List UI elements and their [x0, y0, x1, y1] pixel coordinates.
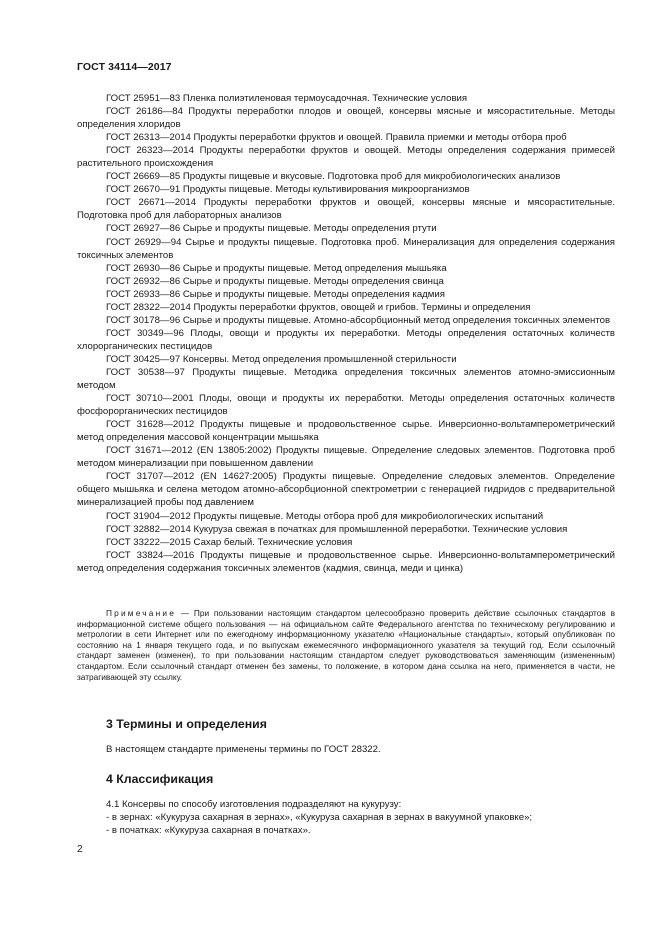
page-number: 2: [77, 844, 83, 855]
section-4-title: 4 Классификация: [106, 772, 214, 786]
note-text: — При пользовании настоящим стандартом целесообразно проверить действие ссылочных стандартов в информационной системе общего пользования — на официальном сайте Федерального агентства по техническому регулированию и метрологии в сети Интернет или по ежегодному информационному указателю «Национальные стандарты», который опубликован по состоянию на 1 января текущего года, и по выпускам ежемесячного информационного указателя за текущий год. Если ссылочный стандарт заменен (изменен), то при пользовании настоящим стандартом следует руководствоваться заменяющим (измененным) стандартом. Если ссылочный стандарт отменен без замены, то положение, в котором дана ссылка на него, применяется в части, не затрагивающей эту ссылку.: [77, 608, 615, 682]
reference-item: ГОСТ 26932—86 Сырье и продукты пищевые. Методы определения свинца: [106, 275, 444, 287]
reference-item: ГОСТ 26929—94 Сырье и продукты пищевые. Подготовка проб. Минерализация для определения содержания токсичных элементов: [77, 236, 615, 261]
reference-item: ГОСТ 30178—96 Сырье и продукты пищевые. Атомно-абсорбционный метод определения токсичных элементов: [106, 314, 611, 326]
reference-item: ГОСТ 32882—2014 Кукуруза свежая в початках для промышленной переработки. Технические условия: [106, 523, 568, 535]
reference-item: ГОСТ 26671—2014 Продукты переработки фруктов и овощей, консервы мясные и мясорастительные. Подготовка проб для лабораторных анализов: [77, 197, 615, 222]
reference-item: ГОСТ 25951—83 Пленка полиэтиленовая термоусадочная. Технические условия: [106, 93, 468, 104]
reference-item: ГОСТ 30349—96 Плоды, овощи и продукты их переработки. Методы определения остаточных количеств хлорорганических пестицидов: [77, 327, 615, 352]
section-4-item: 4.1 Консервы по способу изготовления подразделяют на кукурузу:: [106, 799, 402, 810]
document-header: ГОСТ 34114—2017: [77, 61, 172, 73]
reference-item: ГОСТ 26313—2014 Продукты переработки фруктов и овощей. Правила приемки и методы отбора проб: [106, 132, 567, 144]
section-3-text: В настоящем стандарте применены термины по ГОСТ 28322.: [106, 744, 381, 755]
reference-item: ГОСТ 26670—91 Продукты пищевые. Методы культивирования микроорганизмов: [106, 184, 470, 196]
reference-item: ГОСТ 31904—2012 Продукты пищевые. Методы отбора проб для микробиологических испытаний: [106, 510, 544, 522]
reference-item: ГОСТ 26927—86 Сырье и продукты пищевые. Методы определения ртути: [106, 223, 437, 235]
reference-item: ГОСТ 30710—2001 Плоды, овощи и продукты их переработки. Методы определения остаточных количеств фосфорорганических пестицидов: [77, 393, 615, 418]
section-4-item: - в початках: «Кукуруза сахарная в початках».: [106, 825, 311, 836]
reference-item: ГОСТ 31707—2012 (EN 14627:2005) Продукты пищевые. Определение следовых элементов. Определение общего мышьяка и селена методом атомно-абсорбционной спектрометрии с генерацией гидридов с предварительной минерализацией пробы под давлением: [77, 471, 615, 509]
section-3-title: 3 Термины и определения: [106, 717, 267, 731]
note-paragraph: [77, 608, 615, 682]
reference-item: ГОСТ 26933—86 Сырье и продукты пищевые. Методы определения кадмия: [106, 288, 445, 300]
reference-item: ГОСТ 31628—2012 Продукты пищевые и продовольственное сырье. Инверсионно-вольтамперометрический метод определения массовой концентрации мышьяка: [77, 419, 615, 444]
reference-item: ГОСТ 26323—2014 Продукты переработки фруктов и овощей. Методы определения содержания примесей растительного происхождения: [77, 145, 615, 170]
reference-item: ГОСТ 31671—2012 (EN 13805:2002) Продукты пищевые. Определение следовых элементов. Подготовка проб методом минерализации при повышенном давлении: [77, 445, 615, 470]
reference-item: ГОСТ 26930—86 Сырье и продукты пищевые. Метод определения мышьяка: [106, 262, 447, 274]
reference-item: ГОСТ 28322—2014 Продукты переработки фруктов, овощей и грибов. Термины и определения: [106, 301, 531, 313]
section-4-item: - в зернах: «Кукуруза сахарная в зернах», «Кукуруза сахарная в зернах в вакуумной упаковке»;: [106, 812, 533, 823]
reference-item: ГОСТ 26186—84 Продукты переработки плодов и овощей, консервы мясные и мясорастительные. Методы определения хлоридов: [77, 106, 615, 131]
reference-item: ГОСТ 26669—85 Продукты пищевые и вкусовые. Подготовка проб для микробиологических анализов: [106, 171, 561, 183]
reference-item: ГОСТ 30425—97 Консервы. Метод определения промышленной стерильности: [106, 353, 457, 365]
note-label: Примечание: [106, 608, 177, 618]
reference-item: ГОСТ 30538—97 Продукты пищевые. Методика определения токсичных элементов атомно-эмиссионным методом: [77, 366, 615, 392]
reference-item: ГОСТ 33222—2015 Сахар белый. Технические условия: [106, 536, 353, 548]
normative-references-list: [77, 92, 615, 575]
reference-item: ГОСТ 33824—2016 Продукты пищевые и продовольственное сырье. Инверсионно-вольтамперометрический метод определения содержания токсичных элементов (кадмия, свинца, меди и цинка): [77, 549, 615, 574]
